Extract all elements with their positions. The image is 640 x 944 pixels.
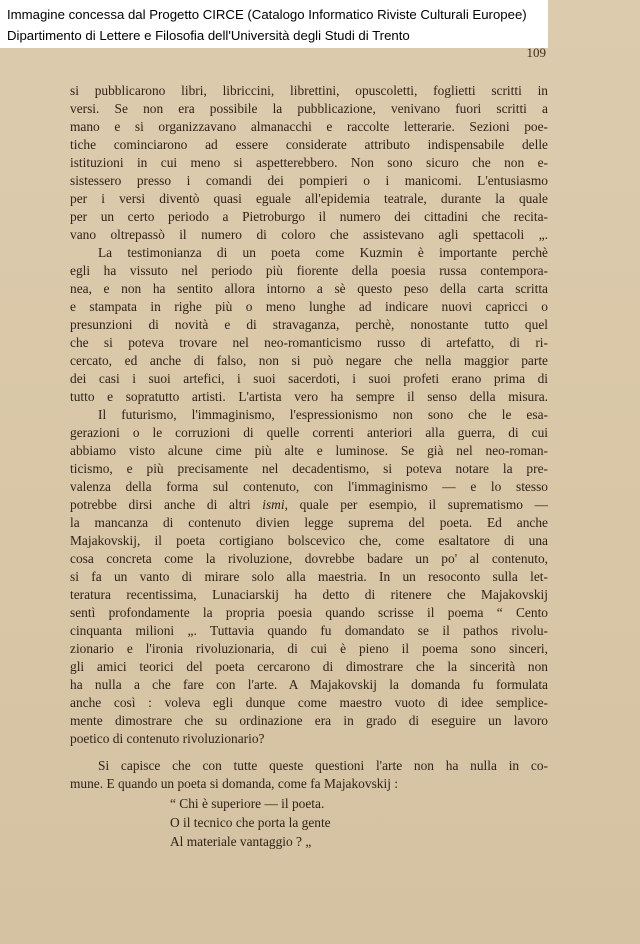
verse-line: “ Chi è superiore — il poeta. — [170, 796, 325, 811]
text-line: teratura recentissima, Lunaciarskij ha detto di ritenere che Majakovskij — [70, 587, 548, 602]
text-line: sentì profondamente la propria poesia quando scrisse il poema “ Cento — [70, 605, 548, 620]
text-line: la mancanza di contenuto divien legge suprema del poeta. Ed anche — [70, 515, 548, 530]
text-line: per i versi diventò quasi eguale all'epidemia teatrale, durante la quale — [70, 191, 548, 206]
text-line: tutto e sopratutto artisti. L'artista vero ha sempre il senso della misura. — [70, 389, 548, 404]
text-line: abbiamo visto alcune cime più alte e luminose. Se già nel neo-roman- — [70, 443, 548, 458]
text-line: valenza della forma sul contenuto, con l'immaginismo — e lo stesso — [70, 479, 548, 494]
text-line: si fa un vanto di mirare solo alla maestria. In un resoconto sulla let- — [70, 569, 548, 584]
verse-line: Al materiale vantaggio ? „ — [170, 834, 312, 849]
banner-line-2: Dipartimento di Lettere e Filosofia dell'Università degli Studi di Trento — [7, 28, 410, 43]
text-line: Majakovskij, il poeta cortigiano bolscevico che, come esaltatore di una — [70, 533, 548, 548]
text-line: poetico di contenuto rivoluzionario? — [70, 731, 265, 746]
text-line: per un certo periodo a Pietroburgo il numero dei cittadini che recita- — [70, 209, 548, 224]
text-line: istituzioni in cui meno si aspetterebbero. Non sono sicuro che non e- — [70, 155, 548, 170]
text-line: zionario e l'ironia rivoluzionaria, di cui è pieno il poema sono sinceri, — [70, 641, 548, 656]
text-line: gerazioni o le corruzioni di quelle correnti anteriori alla guerra, di cui — [70, 425, 548, 440]
text-line: sistessero presso i comandi dei pompieri o i manicomi. L'entusiasmo — [70, 173, 548, 188]
text-line: potrebbe dirsi anche di altri ismi, quale per esempio, il suprematismo — — [70, 497, 548, 512]
source-banner — [0, 0, 548, 48]
text-line: ha nulla a che fare con l'arte. A Majakovskij la domanda fu formulata — [70, 677, 548, 692]
text-line: La testimonianza di un poeta come Kuzmin è importante perchè — [98, 245, 548, 260]
page-number: 109 — [526, 45, 546, 60]
text-line: mune. E quando un poeta si domanda, come fa Majakovskij : — [70, 776, 398, 791]
text-line: mente dimostrare che su ordinazione era in grado di eseguire un lavoro — [70, 713, 548, 728]
banner-line-1: Immagine concessa dal Progetto CIRCE (Catalogo Informatico Riviste Culturali Europee) — [7, 7, 527, 22]
text-line: nea, e non ha sentito allora intorno a sè questo peso della carta scritta — [70, 281, 548, 296]
verse-quote — [170, 794, 331, 851]
text-line: Il futurismo, l'immaginismo, l'espressionismo non sono che le esa- — [98, 407, 548, 422]
verse-line: O il tecnico che porta la gente — [170, 815, 331, 830]
text-line: dei casi i suoi artefici, i suoi sacerdoti, i suoi profeti erano prima di — [70, 371, 548, 386]
text-line: cosa concreta come la rivoluzione, dovrebbe badare un po' al contenuto, — [70, 551, 548, 566]
text-line: e stampata in righe più o meno lunghe ad indicare nuovi capricci o — [70, 299, 548, 314]
text-line: gli amici teorici del poeta cercarono di dimostrare che la sincerità non — [70, 659, 548, 674]
text-line: presunzioni di novità e di stravaganza, perchè, nonostante tutto quel — [70, 317, 548, 332]
text-line: cercato, ed anche di falso, non si può negare che nella maggior parte — [70, 353, 548, 368]
body-text — [70, 82, 548, 793]
text-line: tiche cominciarono ad essere considerate attributo indispensabile delle — [70, 137, 548, 152]
text-line: ticismo, e più precisamente nel decadentismo, si poteva notare la pre- — [70, 461, 548, 476]
text-line: si pubblicarono libri, libriccini, librettini, opuscoletti, foglietti scritti in — [70, 83, 548, 98]
text-line: che si poteva trovare nel neo-romanticismo russo di artefatto, di ri- — [70, 335, 548, 350]
text-line: vano oltrepassò il numero di coloro che assistevano agli spettacoli „. — [70, 227, 548, 242]
text-line: egli ha vissuto nel periodo più fiorente della poesia russa contempora- — [70, 263, 548, 278]
text-line: anche così : voleva egli dunque come maestro vuoto di idee semplice- — [70, 695, 548, 710]
text-line: Si capisce che con tutte queste questioni l'arte non ha nulla in co- — [98, 758, 548, 773]
text-line: mano e si organizzavano almanacchi e raccolte letterarie. Sezioni poe- — [70, 119, 548, 134]
text-line: versi. Se non era possibile la pubblicazione, venivano fuori scritti a — [70, 101, 548, 116]
text-line: cinquanta milioni „. Tuttavia quando fu domandato se il pathos rivolu- — [70, 623, 548, 638]
